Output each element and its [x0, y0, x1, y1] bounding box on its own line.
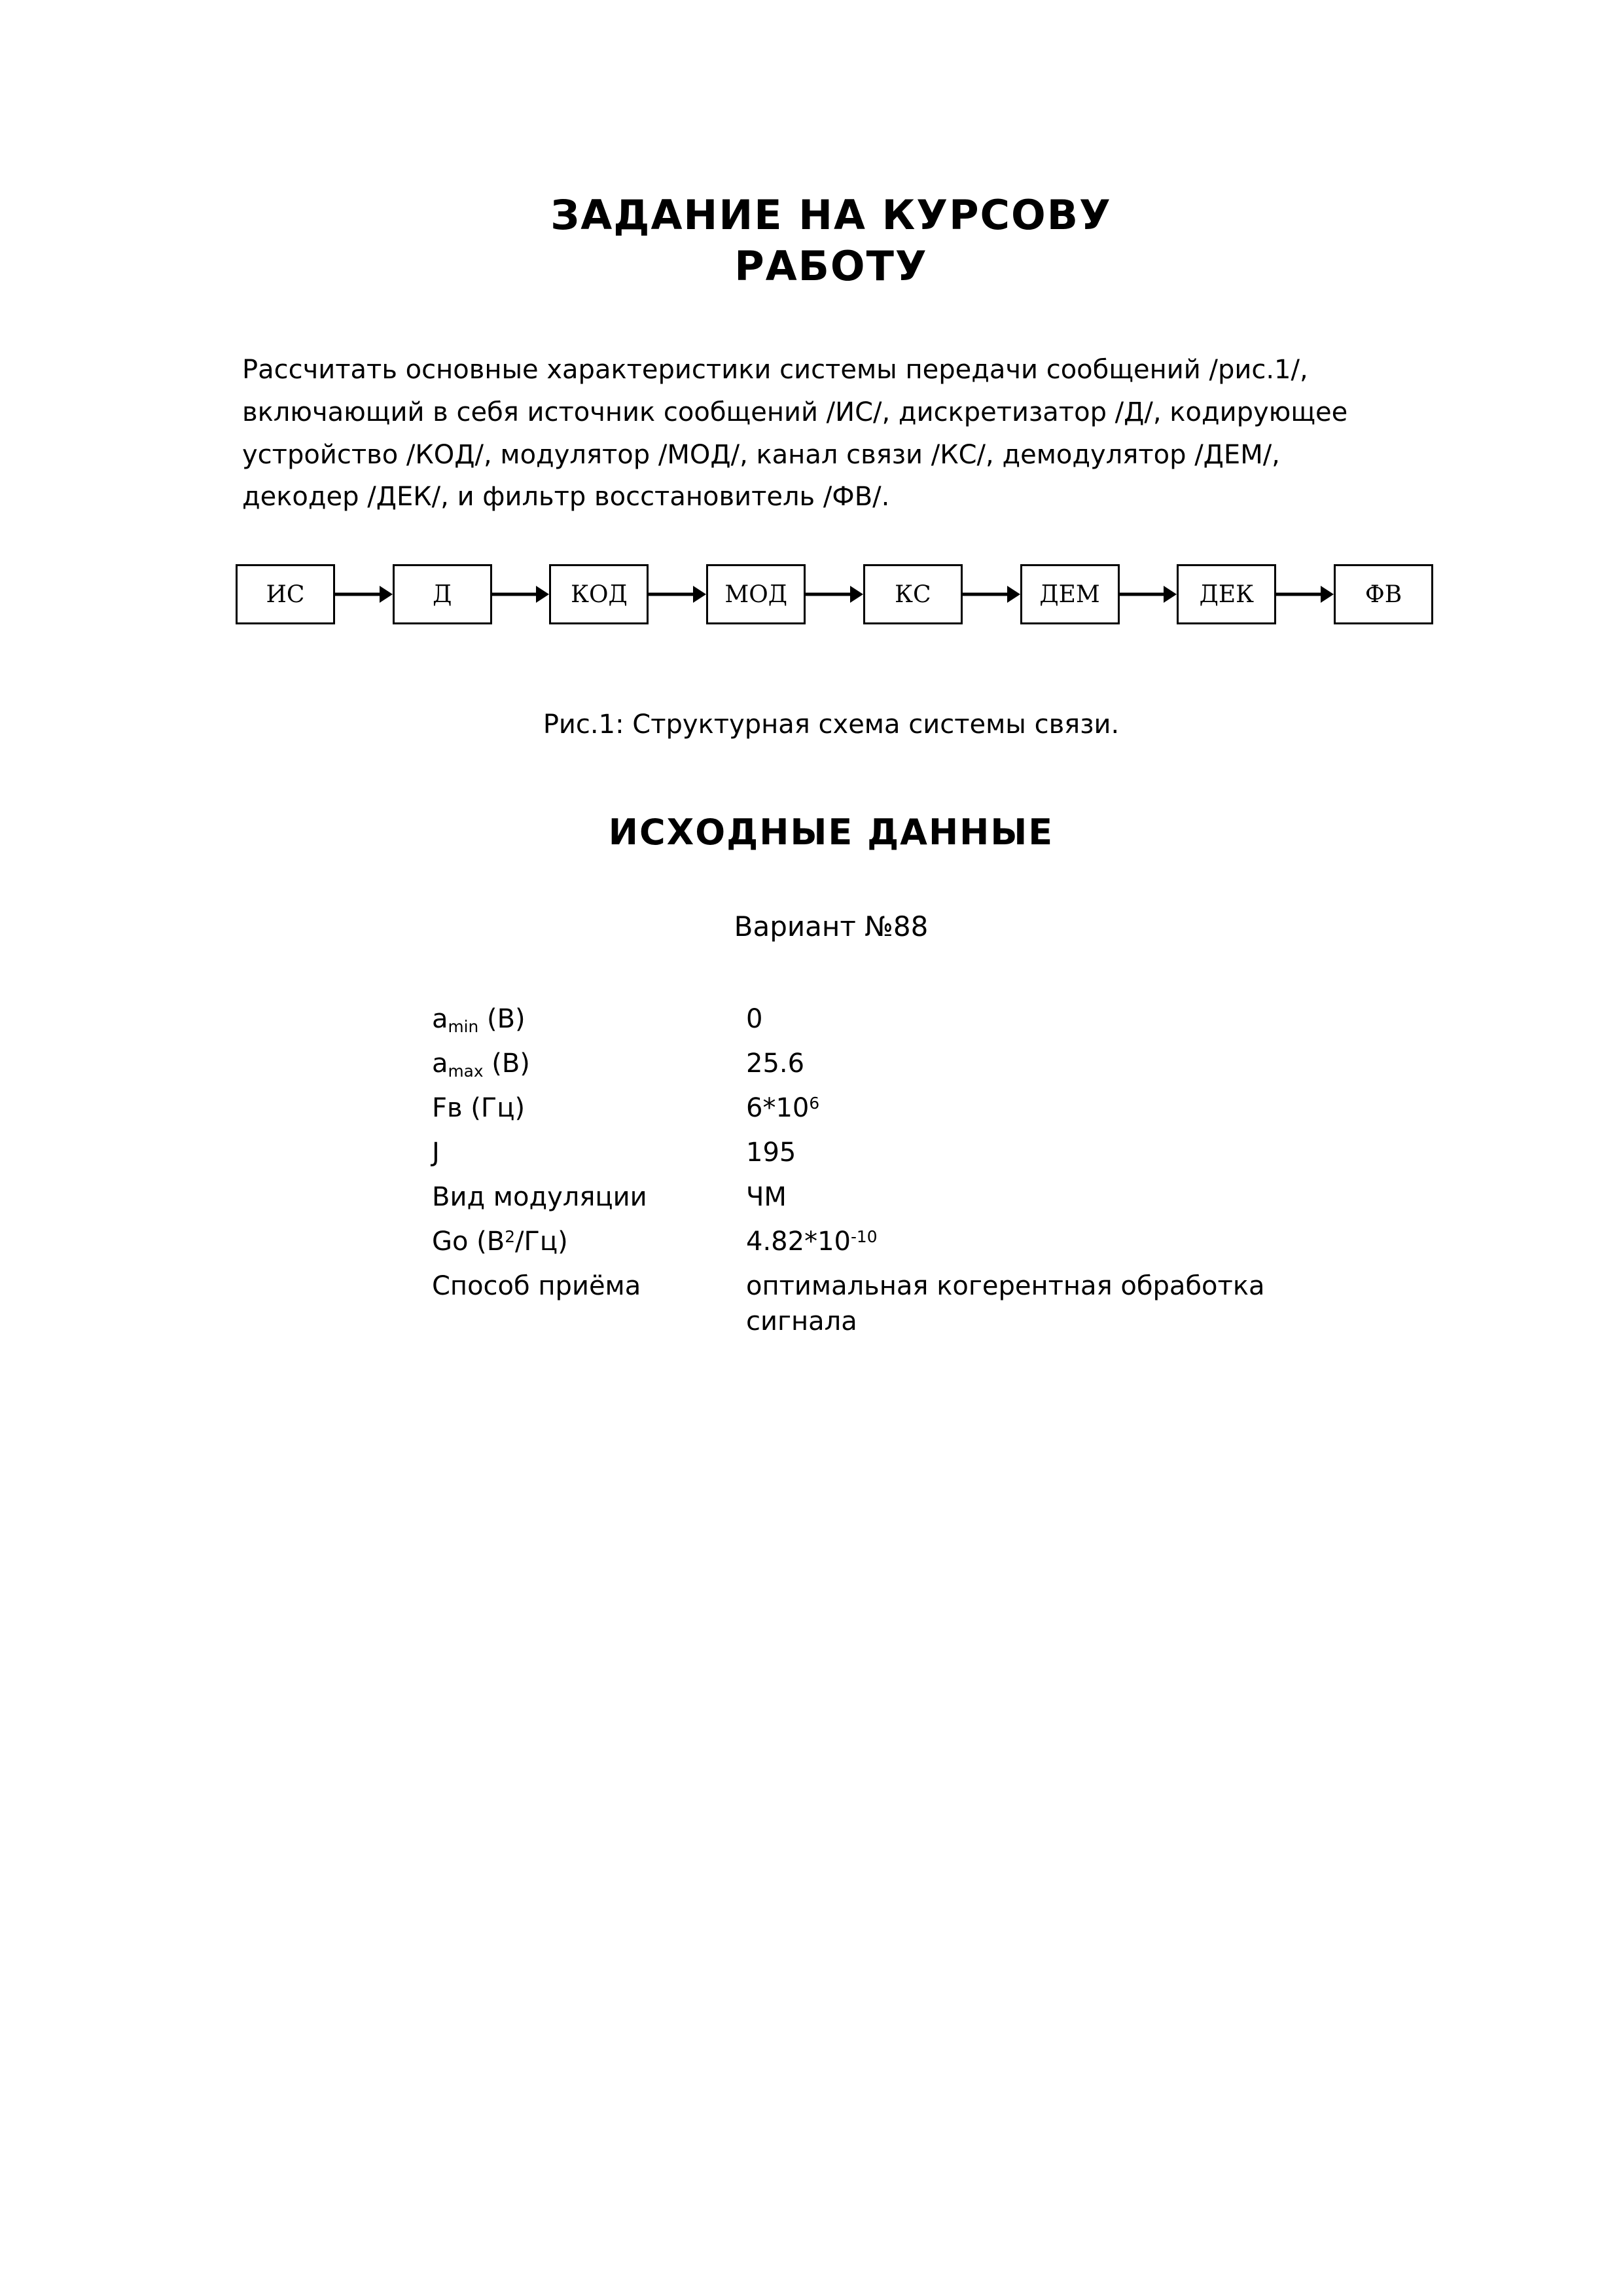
table-row [432, 1179, 1368, 1224]
arrow-icon [649, 584, 706, 604]
param-value: 195 [746, 1138, 796, 1168]
diagram-block-dek: ДЕК [1177, 564, 1276, 624]
page-title [242, 190, 1420, 291]
page-title-line-2: РАБОТУ [734, 242, 928, 290]
diagram-block-is: ИС [236, 564, 335, 624]
intro-paragraph: Рассчитать основные характеристики системы передачи сообщений /рис.1/, включающий в себя источник сообщений /ИС/, дискретизатор /Д/, кодирующее устройство /КОД/, модулятор /МОД/, канал связи /КС/, демодулятор /ДЕМ/, декодер /ДЕК/, и фильтр восстановитель /ФВ/. [242, 355, 1348, 512]
page-title-line-1: ЗАДАНИЕ НА КУРСОВУ [550, 191, 1112, 239]
param-value: 25.6 [746, 1049, 805, 1079]
arrow-icon [1120, 584, 1177, 604]
param-value: $4.82*10^{-10}$ [746, 1227, 878, 1257]
diagram-block-kod: КОД [549, 564, 649, 624]
param-value: $6*10^6$ [746, 1093, 820, 1124]
arrow-icon [963, 584, 1020, 604]
diagram-block-mod: МОД [706, 564, 806, 624]
variant-label: Вариант №88 [734, 910, 929, 943]
param-subscript: min [448, 1016, 479, 1036]
value-superscript: -10 [850, 1227, 878, 1247]
param-value: ЧМ [746, 1182, 787, 1213]
param-name: Go $(В^2/Гц)$ [432, 1227, 568, 1257]
value-superscript: 6 [809, 1094, 820, 1113]
param-name: Способ приёма [432, 1271, 641, 1302]
table-row [432, 1135, 1368, 1179]
table-row [432, 1090, 1368, 1135]
param-value: оптимальная когерентная обработка сигнала [746, 1271, 1265, 1337]
table-row [432, 1046, 1368, 1090]
param-value: 0 [746, 1004, 763, 1035]
table-row [432, 1268, 1368, 1348]
diagram-block-fv: ФВ [1334, 564, 1433, 624]
param-subscript: max [448, 1061, 484, 1081]
arrow-icon [492, 584, 550, 604]
arrow-icon [1276, 584, 1334, 604]
diagram-block-ks: КС [863, 564, 963, 624]
arrow-icon [806, 584, 863, 604]
param-name: Вид модуляции [432, 1182, 647, 1213]
figure-caption: Рис.1: Структурная схема системы связи. [543, 709, 1120, 740]
diagram-block-d: Д [393, 564, 492, 624]
param-name: $a_{max}$ (В) [432, 1049, 530, 1081]
table-row [432, 1001, 1368, 1046]
param-name: $a_{min}$ (В) [432, 1004, 526, 1036]
document-body [242, 190, 1420, 1348]
diagram-block-dem: ДЕМ [1020, 564, 1120, 624]
table-row [432, 1224, 1368, 1268]
param-superscript: 2 [505, 1227, 516, 1247]
param-name: Fв (Гц) [432, 1093, 526, 1124]
block-diagram [236, 564, 1433, 624]
section-title-initial-data: ИСХОДНЫЕ ДАННЫЕ [608, 812, 1054, 853]
arrow-icon [335, 584, 393, 604]
param-name: J [432, 1138, 440, 1168]
initial-data-table [432, 1001, 1368, 1348]
